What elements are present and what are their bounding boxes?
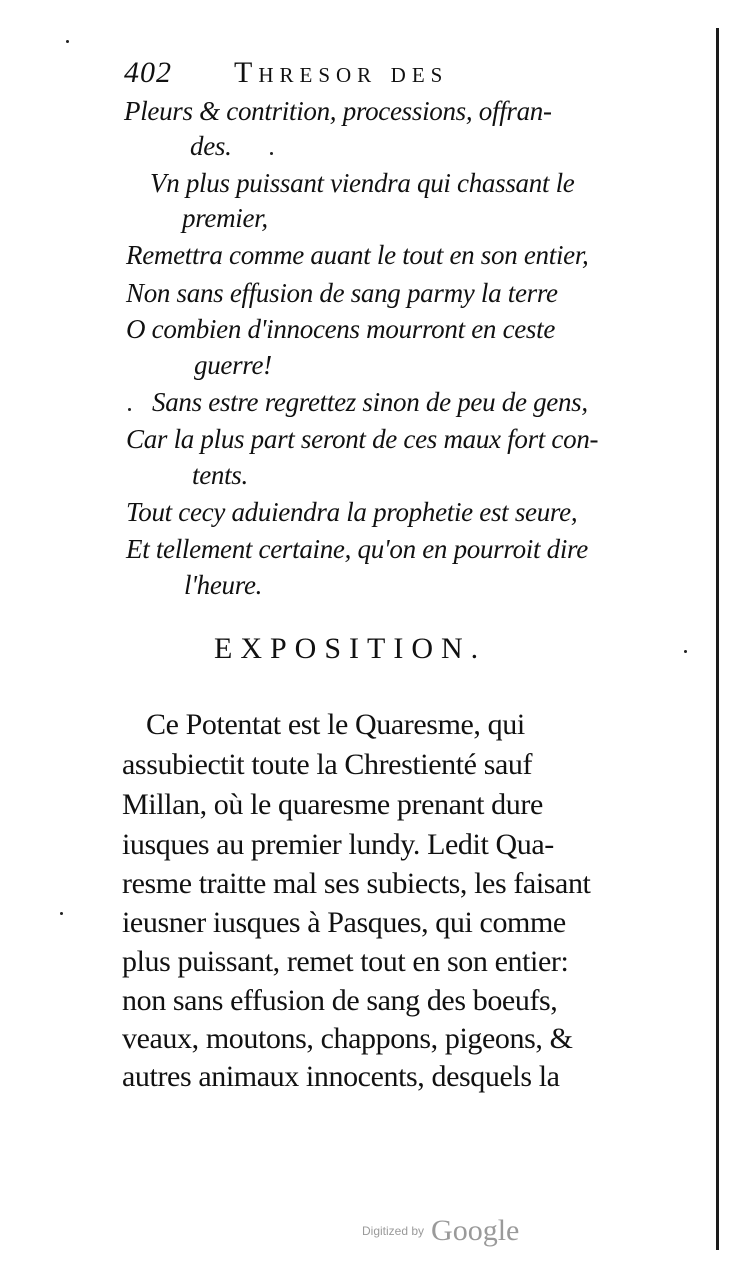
verse-line: tents. xyxy=(192,460,248,490)
prose-line: resme traitte mal ses subiects, les faisant xyxy=(122,867,591,900)
section-heading: EXPOSITION. xyxy=(214,632,487,665)
prose-line: Ce Potentat est le Quaresme, qui xyxy=(146,708,525,741)
running-title: Thresor des xyxy=(234,56,449,89)
verse-line: Car la plus part seront de ces maux fort con- xyxy=(126,424,599,454)
page-edge-rule xyxy=(716,28,719,1250)
running-header xyxy=(124,52,644,96)
prose-line: non sans effusion de sang des boeufs, xyxy=(122,984,558,1017)
verse-line: Remettra comme auant le tout en son entier, xyxy=(126,240,589,270)
prose-line: ieusner iusques à Pasques, qui comme xyxy=(122,906,566,939)
verse-line: des. xyxy=(190,131,232,161)
verse-line: Tout cecy aduiendra la prophetie est seure, xyxy=(126,497,578,527)
page-number: 402 xyxy=(124,56,172,89)
verse-line: l'heure. xyxy=(184,570,263,600)
verse-line: Sans estre regrettez sinon de peu de gens, xyxy=(152,387,588,417)
digitized-watermark xyxy=(362,1214,519,1254)
prose-line: plus puissant, remet tout en son entier: xyxy=(122,945,569,978)
verse-line: Non sans effusion de sang parmy la terre xyxy=(126,278,558,308)
prose-line: Millan, où le quaresme prenant dure xyxy=(122,788,543,821)
verse-line: O combien d'innocens mourront en ceste xyxy=(126,314,556,344)
verse-line: Pleurs & contrition, processions, offran- xyxy=(124,96,552,126)
watermark-prefix: Digitized by xyxy=(362,1224,425,1238)
ink-speck xyxy=(128,408,131,411)
ink-speck xyxy=(66,40,69,43)
google-logo: Google xyxy=(431,1214,520,1247)
prose-line: autres animaux innocents, desquels la xyxy=(122,1060,560,1093)
ink-speck xyxy=(270,152,273,155)
prose-line: veaux, moutons, chappons, pigeons, & xyxy=(122,1022,573,1055)
verse-line: premier, xyxy=(182,203,268,233)
verse-line: Vn plus puissant viendra qui chassant le xyxy=(150,168,575,198)
prose-line: assubiectit toute la Chrestienté sauf xyxy=(122,748,533,781)
verse-line: guerre! xyxy=(194,350,272,380)
ink-speck xyxy=(60,912,63,915)
prose-line: iusques au premier lundy. Ledit Qua- xyxy=(122,828,554,861)
ink-speck xyxy=(684,650,687,653)
verse-line: Et tellement certaine, qu'on en pourroit dire xyxy=(126,534,588,564)
